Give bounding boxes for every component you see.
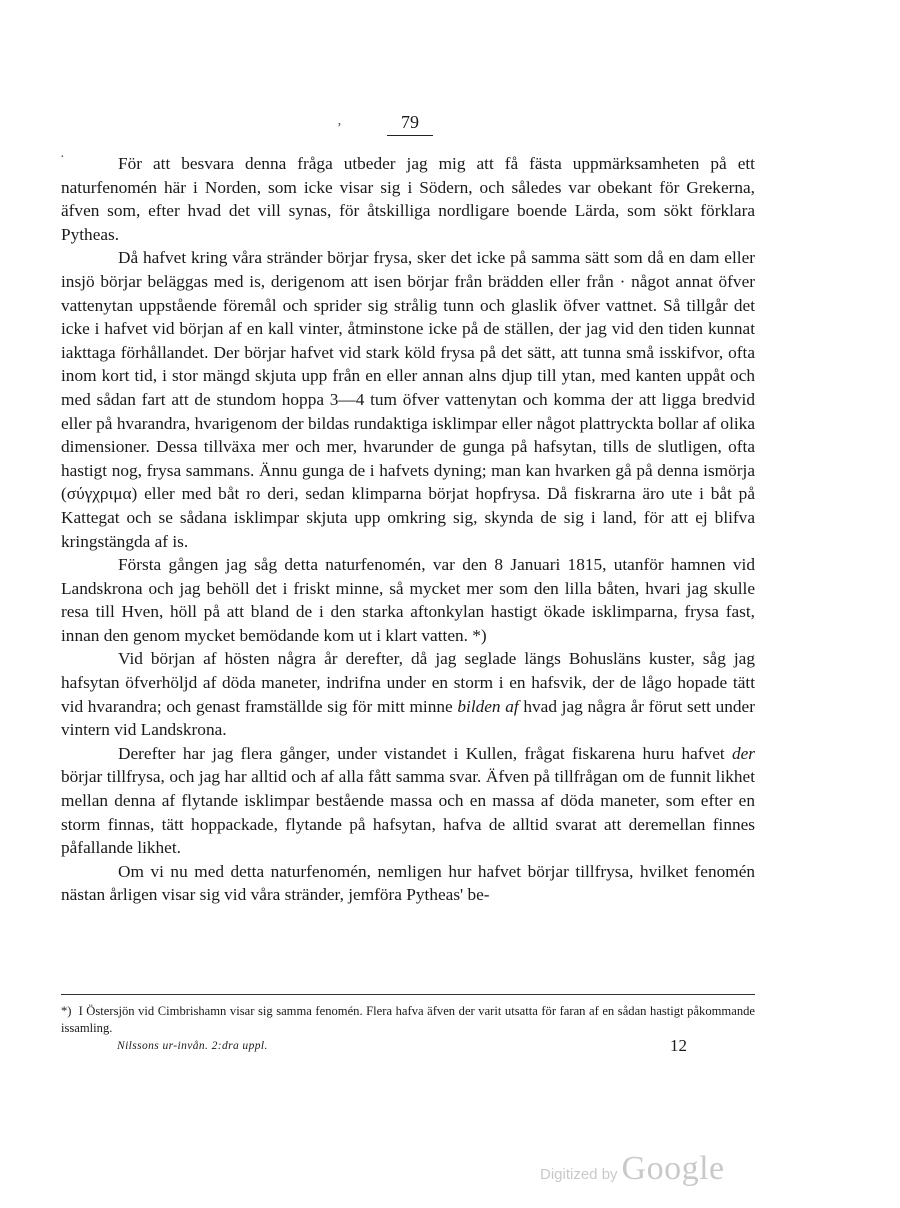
digitized-watermark	[540, 1150, 725, 1188]
italic-text: der	[731, 743, 755, 763]
paragraph-text: hvad jag några år förut sett under vintern vid Landskrona.	[61, 696, 755, 740]
paragraph: Första gången jag såg detta naturfenomén, var den 8 Januari 1815, utanför hamnen vid Landskrona och jag behöll det i friskt minne, så mycket mer som den lilla båten, hvari jag skulle resa till Hven, höll på att bland de i den starka aftonkylan hastigt ökade isklimparna, frysa fast, innan den genom mycket bemödande kom ut i klart vatten. *)	[61, 555, 755, 645]
paragraph: Om vi nu med detta naturfenomén, nemligen hur hafvet börjar tillfrysa, hvilket fenomén nästan årligen visar sig vid våra stränder, jemföra Pytheas' be-	[61, 861, 755, 905]
printer-signature: Nilssons ur-invån. 2:dra uppl.	[117, 1040, 268, 1052]
italic-text: bilden af	[457, 696, 519, 716]
stray-mark: ·	[60, 150, 65, 165]
footnote-text: I Östersjön vid Cimbrishamn visar sig samma fenomén. Flera hafva äfven der varit utsatta för faran af en sådan hastigt påkommande issamling.	[61, 1004, 755, 1035]
watermark-brand: Google	[621, 1150, 725, 1187]
footnote	[61, 1003, 755, 1037]
main-text	[61, 152, 755, 907]
footnote-mark: *)	[61, 1004, 72, 1018]
watermark-prefix: Digitized by	[540, 1166, 618, 1183]
paragraph-text: Derefter har jag flera gånger, under vistandet i Kullen, frågat fiskarena huru hafvet	[118, 743, 732, 763]
paragraph	[61, 647, 755, 741]
stray-mark: ʼ	[337, 121, 342, 136]
signature-number: 12	[670, 1036, 687, 1055]
paragraph: Då hafvet kring våra stränder börjar frysa, sker det icke på samma sätt som då en dam eller insjö börjar beläggas med is, derigenom att isen börjar från brädden eller från · något annat öfver vattenytan uppstående föremål och sprider sig strålig tunn och glaslik öfver vattnet. Så tillgår det icke i hafvet vid början af en kall vinter, åtminstone icke på de ställen, der jag vid den tiden kunnat iakttaga förhållandet. Der börjar hafvet vid stark köld frysa på det sätt, att tunna små isskifvor, ofta inom kort tid, i stor mängd skjuta upp från en eller annan alns djup till ytan, med kanten uppåt och med sådan fart att de stundom hoppa 3—4 tum öfver vattenytan och komma der att ligga bredvid eller på hvarandra, hvarigenom der bildas rundaktiga isklimpar eller något plattryckta bollar af olika dimensioner. Dessa tillväxa mer och mer, hvarunder de gunga på hafsytan, tills de slutligen, ofta hastigt nog, frysa sammans. Ännu gunga de i hafvets dyning; man kan hvarken gå på denna ismörja (σύγχριμα) eller med båt ro deri, sedan klimparna börjat hopfrysa. Då fiskrarna äro ute i båt på Kattegat och se sådana isklimpar skjuta upp omkring sig, skynda de sig i land, för att ej blifva kringstängda af is.	[61, 248, 755, 551]
paragraph	[61, 742, 755, 860]
footnote-rule	[61, 994, 755, 995]
paragraph-text: börjar tillfrysa, och jag har alltid och af alla fått samma svar. Äfven på tillfrågan om de funnit likhet mellan denna af flytande isklimpar bestående massa och en massa af döda maneter, som efter en storm finnas, tätt hoppackade, flytande på hafsytan, hafva de alltid svarat att deremellan finnes påfallande likhet.	[61, 767, 755, 858]
paragraph: För att besvara denna fråga utbeder jag mig att få fästa uppmärksamheten på ett naturfenomén här i Norden, som icke visar sig i Södern, och således var obekant för Grekerna, äfven som, efter hvad det vill synas, för åtskilliga nordligare boende Lärda, som sökt förklara Pytheas.	[61, 154, 755, 244]
paragraph-text: Vid början af hösten några år derefter, då jag seglade längs Bohusläns kuster, såg jag hafsytan öfverhöljd af döda maneter, indrifna under en storm i en hafsvik, der de lågo hopade tätt vid hvarandra; och genast framställde sig för mitt minne	[61, 649, 755, 716]
page-number: 79	[387, 112, 433, 136]
